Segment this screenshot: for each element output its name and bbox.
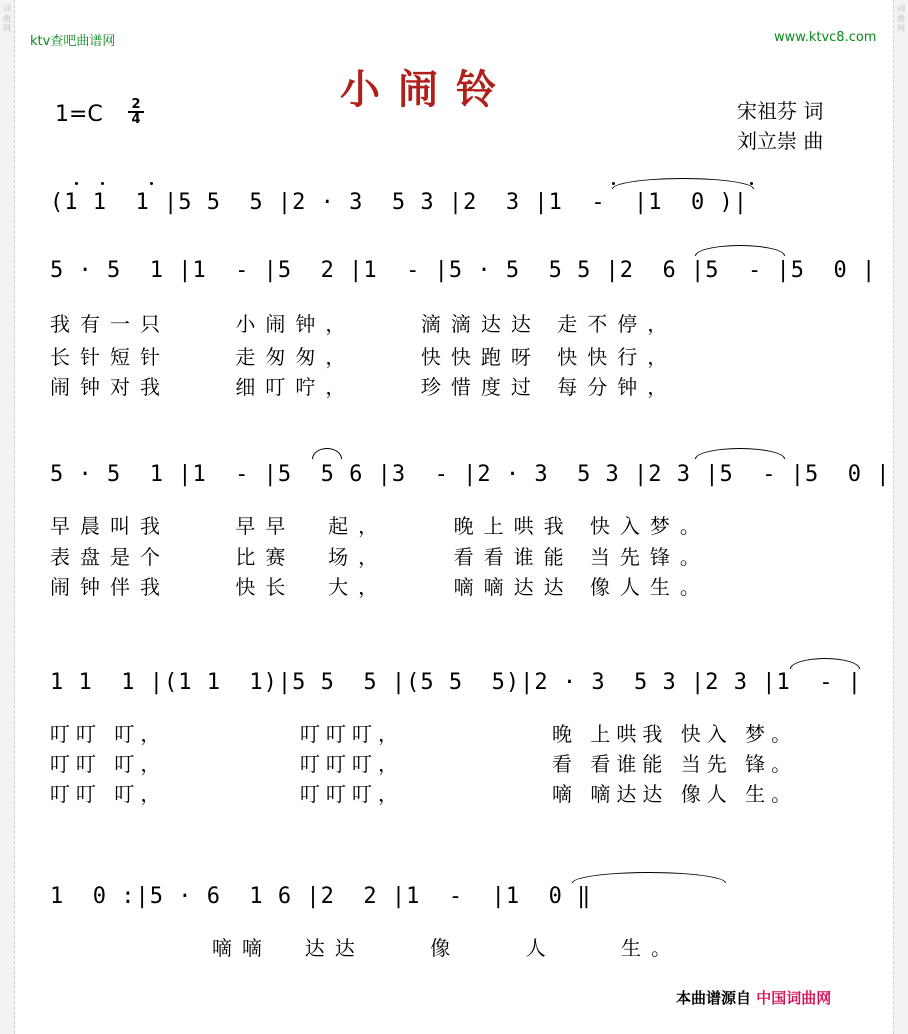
right-watermark-strip [893, 0, 908, 1034]
notation-row-5: 1 0 :|5 · 6 1 6 |2 2 |1 - |1 0 ‖ [50, 884, 592, 909]
site-watermark-right: www.ktvc8.com [774, 30, 877, 45]
edge-mark: 词曲网 [897, 4, 905, 33]
octave-dot [612, 182, 615, 185]
key-signature: 1=C [55, 102, 103, 127]
lyric-line: 叮叮叮， [300, 752, 404, 776]
footer-label: 本曲谱源自 [676, 989, 752, 1007]
octave-dot [150, 182, 153, 185]
tie [790, 658, 860, 669]
lyric-line: 叮叮叮， [300, 782, 404, 806]
notation-row-2: 5 · 5 1 |1 - |5 2 |1 - |5 · 5 5 5 |2 6 |5 - |5 0 | [50, 258, 877, 283]
slur [312, 448, 342, 459]
left-watermark-strip [0, 0, 15, 1034]
footer-brand[interactable]: 中国词曲网 [756, 989, 832, 1007]
lyric-line: 晚 上哄我 快入 梦。 [552, 722, 798, 746]
lyricist-credit: 宋祖芬 词 [737, 99, 824, 123]
lyric-line: 我有一只 小闹钟， 滴滴达达 走不停， [50, 312, 678, 336]
tie [695, 448, 785, 459]
lyric-line: 嘀嘀 达达 像 人 生。 [212, 936, 682, 960]
lyric-line: 叮叮叮， [300, 722, 404, 746]
notation-row-1: (1 1 1 |5 5 5 |2 · 3 5 3 |2 3 |1 - |1 0 )| [50, 190, 749, 215]
time-denominator: 4 [131, 112, 141, 127]
time-signature [128, 98, 144, 126]
tie [612, 178, 754, 189]
lyric-line: 表盘是个 比赛 场， 看看谁能 当先锋。 [50, 545, 710, 569]
lyric-line: 叮叮 叮， [50, 722, 167, 746]
notation-row-3: 5 · 5 1 |1 - |5 5 6 |3 - |2 · 3 5 3 |2 3 |5 - |5 0 | [50, 462, 891, 487]
composer-credit: 刘立崇 曲 [737, 129, 824, 153]
notation-row-4: 1 1 1 |(1 1 1)|5 5 5 |(5 5 5)|2 · 3 5 3 |2 3 |1 - | [50, 670, 862, 695]
lyric-line: 叮叮 叮， [50, 782, 167, 806]
lyric-line: 叮叮 叮， [50, 752, 167, 776]
lyric-line: 看 看谁能 当先 锋。 [552, 752, 798, 776]
octave-dot [101, 182, 104, 185]
octave-dot [750, 182, 753, 185]
footer-source [676, 987, 831, 1008]
lyric-line: 早晨叫我 早早 起， 晚上哄我 快入梦。 [50, 514, 710, 538]
lyric-line: 长针短针 走匆匆， 快快跑呀 快快行， [50, 345, 678, 369]
tie [572, 872, 726, 883]
edge-mark: 词曲网 [3, 4, 11, 33]
lyric-line: 闹钟对我 细叮咛， 珍惜度过 每分钟， [50, 375, 678, 399]
tie [695, 245, 785, 256]
time-numerator: 2 [128, 98, 144, 113]
lyric-line: 嘀 嘀达达 像人 生。 [552, 782, 798, 806]
lyric-line: 闹钟伴我 快长 大， 嘀嘀达达 像人生。 [50, 575, 710, 599]
song-title: 小闹铃 [340, 66, 514, 113]
site-watermark-left: ktv查吧曲谱网 [30, 34, 116, 49]
octave-dot [75, 182, 78, 185]
